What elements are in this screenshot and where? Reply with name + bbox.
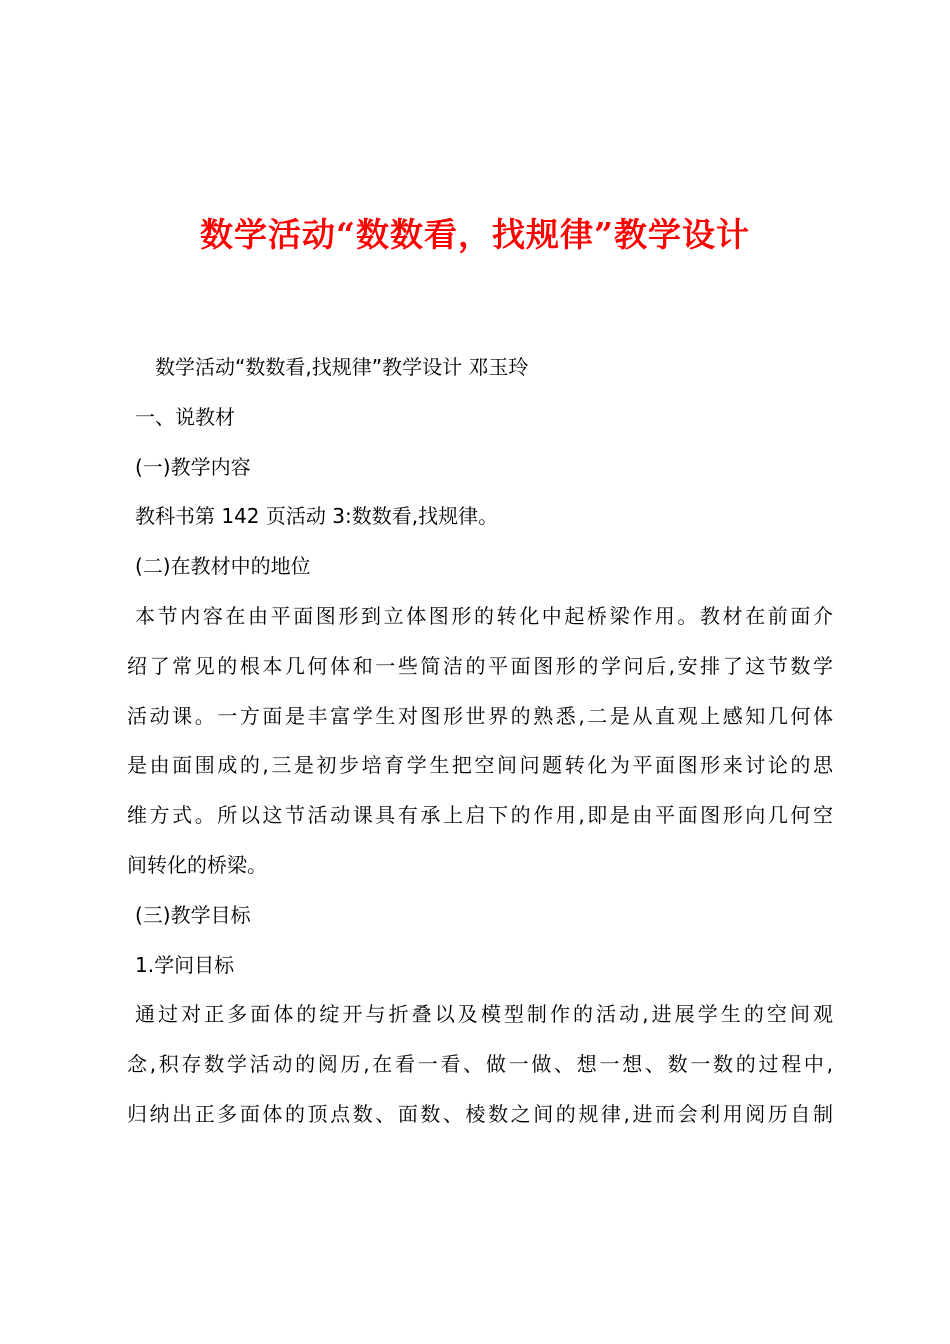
paragraph-line: 维方式。所以这节活动课具有承上启下的作用,即是由平面图形向几何空 xyxy=(127,803,833,828)
subheading-content: (一)教学内容 xyxy=(135,454,251,479)
paragraph-line: 活动课。一方面是丰富学生对图形世界的熟悉,二是从直观上感知几何体 xyxy=(127,703,833,728)
content-text: 教科书第 142 页活动 3:数数看,找规律。 xyxy=(135,504,499,529)
document-body xyxy=(127,343,833,1140)
author-line: 数学活动“数数看,找规律”教学设计 邓玉玲 xyxy=(155,355,529,379)
paragraph-line: 念,积存数学活动的阅历,在看一看、做一做、想一想、数一数的过程中, xyxy=(127,1052,833,1077)
paragraph-line: 归纳出正多面体的顶点数、面数、棱数之间的规律,进而会利用阅历自制 xyxy=(127,1101,833,1126)
paragraph-line: 是由面围成的,三是初步培育学生把空间问题转化为平面图形来讨论的思 xyxy=(127,753,833,778)
section-heading-textbook: 一、说教材 xyxy=(135,404,235,429)
paragraph-line: 绍了常见的根本几何体和一些简洁的平面图形的学问后,安排了这节数学 xyxy=(127,653,833,678)
paragraph-line: 通过对正多面体的绽开与折叠以及模型制作的活动,进展学生的空间观 xyxy=(135,1002,833,1027)
subheading-goals: (三)教学目标 xyxy=(135,902,251,927)
paragraph-line: 间转化的桥梁。 xyxy=(127,852,267,877)
document-title: 数学活动“数数看，找规律”教学设计 xyxy=(200,215,750,254)
subheading-position: (二)在教材中的地位 xyxy=(135,554,311,579)
subheading-knowledge-goals: 1.学问目标 xyxy=(135,952,235,977)
paragraph-line: 本节内容在由平面图形到立体图形的转化中起桥梁作用。教材在前面介 xyxy=(135,603,833,628)
